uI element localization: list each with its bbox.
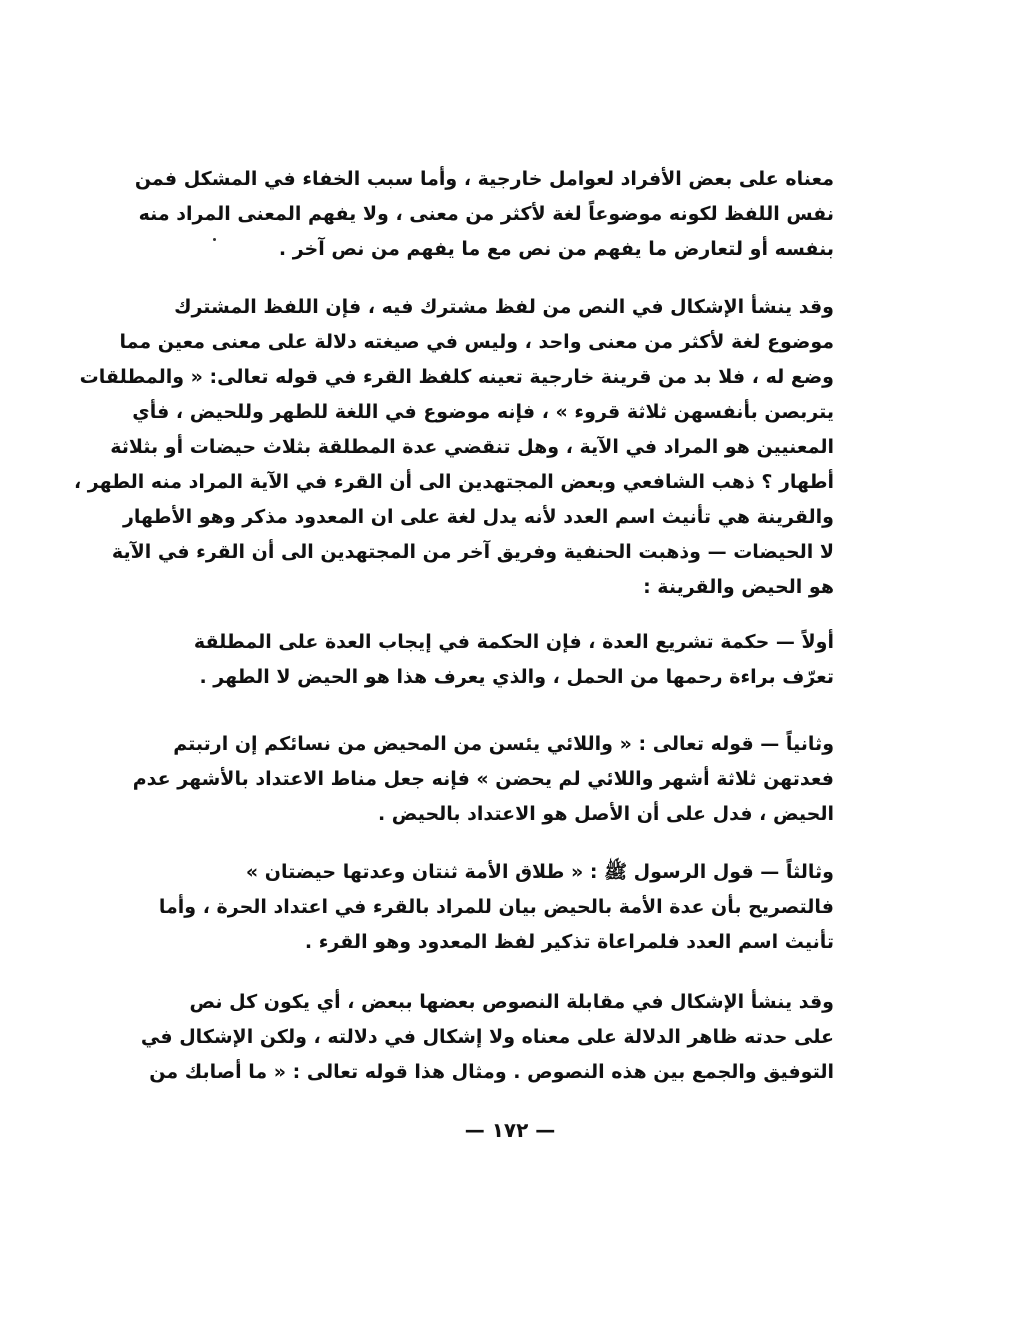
text-line: هو الحيض والقرينة : xyxy=(643,576,834,598)
paragraph-5 xyxy=(158,855,834,960)
text-line: المعنيين هو المراد في الآية ، وهل تنقضي عدة المطلقة بثلاث حيضات أو بثلاثة xyxy=(110,436,834,458)
text-line: يتربصن بأنفسهن ثلاثة قروء » ، فإنه موضوع في اللغة للطهر وللحيض ، فأي xyxy=(132,401,834,423)
text-line: على حدته ظاهر الدلالة على معناه ولا إشكال في دلالته ، ولكن الإشكال في xyxy=(140,1026,834,1048)
text-line: أطهار ؟ ذهب الشافعي وبعض المجتهدين الى أن القرء في الآية المراد منه الطهر ، xyxy=(73,471,834,493)
paragraph-2 xyxy=(73,290,834,605)
paragraph-1 xyxy=(134,162,834,267)
paragraph-3 xyxy=(182,625,834,695)
paragraph-6 xyxy=(140,985,834,1090)
text-line: وقد ينشأ الإشكال في النص من لفظ مشترك فيه ، فإن اللفظ المشترك xyxy=(174,296,834,318)
text-line: وثالثاً — قول الرسول ﷺ : « طلاق الأمة ثنتان وعدتها حيضتان » xyxy=(245,861,834,883)
text-line: وثانياً — قوله تعالى : « واللائي يئسن من المحيض من نسائكم إن ارتبتم xyxy=(173,733,834,755)
page-number: — ١٧٢ — xyxy=(464,1118,556,1142)
text-line: الحيض ، فدل على أن الأصل هو الاعتداد بالحيض . xyxy=(377,803,834,825)
text-line: وضع له ، فلا بد من قرينة خارجية تعينه كلفظ القرء في قوله تعالى: « والمطلقات xyxy=(79,366,834,388)
text-line: التوفيق والجمع بين هذه النصوص . ومثال هذا قوله تعالى : « ما أصابك من xyxy=(149,1061,834,1083)
text-line: فعدتهن ثلاثة أشهر واللائي لم يحضن » فإنه جعل مناط الاعتداد بالأشهر عدم xyxy=(132,768,834,790)
text-line: والقرينة هي تأنيث اسم العدد لأنه يدل لغة على ان المعدود مذكر وهو الأطهار xyxy=(122,506,834,528)
text-line: بنفسه أو لتعارض ما يفهم من نص مع ما يفهم من نص آخر . xyxy=(278,238,834,260)
text-line: موضوع لغة لأكثر من معنى واحد ، وليس في صيغته دلالة على معنى معين مما xyxy=(119,331,834,353)
text-line: معناه على بعض الأفراد لعوامل خارجية ، وأما سبب الخفاء في المشكل فمن xyxy=(134,168,834,190)
text-line: تعرّف براءة رحمها من الحمل ، والذي يعرف هذا هو الحيض لا الطهر . xyxy=(199,666,834,688)
text-line: أولاً — حكمة تشريع العدة ، فإن الحكمة في إيجاب العدة على المطلقة xyxy=(193,631,834,653)
text-line: فالتصريح بأن عدة الأمة بالحيض بيان للمراد بالقرء في اعتداد الحرة ، وأما xyxy=(158,896,834,918)
text-line: نفس اللفظ لكونه موضوعاً لغة لأكثر من معنى ، ولا يفهم المعنى المراد منه xyxy=(138,203,834,225)
text-line: تأنيث اسم العدد فلمراعاة تذكير لفظ المعدود وهو القرء . xyxy=(304,931,834,953)
paragraph-4 xyxy=(132,727,834,832)
text-line: وقد ينشأ الإشكال في مقابلة النصوص بعضها ببعض ، أي يكون كل نص xyxy=(189,991,834,1013)
text-line: لا الحيضات — وذهبت الحنفية وفريق آخر من المجتهدين الى أن القرء في الآية xyxy=(111,541,834,563)
